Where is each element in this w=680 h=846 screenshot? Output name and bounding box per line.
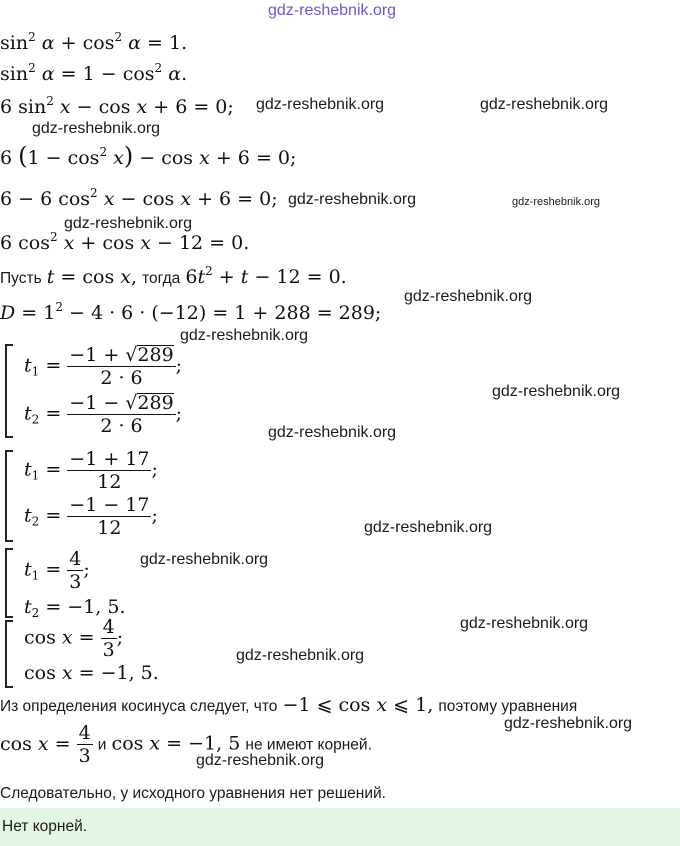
cos-range: −1 ⩽ cos x ⩽ 1, <box>282 694 434 716</box>
let-prefix: Пусть <box>0 270 42 287</box>
watermark: gdz-reshebnik.org <box>268 424 397 441</box>
watermark: gdz-reshebnik.org <box>512 196 601 208</box>
watermark: gdz-reshebnik.org <box>180 327 309 344</box>
watermark: gdz-reshebnik.org <box>480 96 609 113</box>
watermark: gdz-reshebnik.org <box>236 647 365 664</box>
watermark: gdz-reshebnik.org <box>460 615 589 632</box>
watermark: gdz-reshebnik.org <box>492 383 621 400</box>
answer-box <box>0 808 680 846</box>
system-bracket <box>5 344 13 438</box>
line-let: Пусть t = cos x, тогда $6t^2 + t - 12 = 0$. <box>0 264 347 288</box>
cos-value-1: cos x = $\frac{4}{3}$ ; <box>24 616 124 661</box>
conclusion-line-1 <box>0 694 577 716</box>
watermark: gdz-reshebnik.org <box>140 551 269 568</box>
root-t1-final: $t_1$ = $\frac{4}{3}$ ; <box>24 548 90 593</box>
root-t1-value: $t_1$ = $\frac{-1 + 17}{12}$ ; <box>24 448 158 493</box>
system-bracket <box>5 548 13 618</box>
answer-text: Нет корней. <box>2 818 88 835</box>
watermark: gdz-reshebnik.org <box>404 288 533 305</box>
root-t2-formula: $t_2$ = $\frac{-1 - √289}{2 \cdot 6}$ ; <box>24 392 183 437</box>
line-sin-expr: $\sin^2 \alpha = 1 - \cos^2 \alpha$. <box>0 61 188 85</box>
conclusion-text: не имеют корней. <box>245 736 372 754</box>
conclusion-line-3: Следовательно, у исходного уравнения нет решений. <box>0 785 386 802</box>
line-discriminant: $D = 1^2 - 4 \cdot 6 \cdot (-12) = 1 + 288 = 289$; <box>0 300 382 324</box>
conclusion-line-2: cos x = $\frac{4}{3}$ и cos x = −1, 5 не имеют корней. <box>0 722 372 767</box>
conclusion-and: и <box>97 736 107 754</box>
root-t1-formula: $t_1$ = $\frac{-1 + √289}{2 \cdot 6}$ ; <box>24 344 183 389</box>
root-t2-final: $t_2 = -1$, 5. <box>24 596 126 620</box>
watermark: gdz-reshebnik.org <box>256 96 385 113</box>
system-bracket <box>5 450 13 542</box>
watermark: gdz-reshebnik.org <box>32 120 161 137</box>
line-expand: 6 − 6 $\cos^2 x - \cos x + 6 = 0$; <box>0 186 278 210</box>
line-substitution: 6 $(1 - \cos^2 x) - \cos x + 6 = 0$; <box>0 142 297 170</box>
cos-value-2: cos x = −1, 5. <box>24 662 159 684</box>
line-quadratic: 6 $\cos^2 x + \cos x - 12 = 0$. <box>0 230 250 254</box>
root-t2-value: $t_2$ = $\frac{-1 - 17}{12}$ ; <box>24 494 158 539</box>
watermark: gdz-reshebnik.org <box>288 191 417 208</box>
conclusion-text: поэтому уравнения <box>438 698 578 715</box>
watermark: gdz-reshebnik.org <box>196 752 325 769</box>
watermark-top: gdz-reshebnik.org <box>268 2 397 19</box>
watermark: gdz-reshebnik.org <box>64 215 193 232</box>
watermark: gdz-reshebnik.org <box>364 519 493 536</box>
watermark: gdz-reshebnik.org <box>504 715 633 732</box>
system-bracket <box>5 620 13 688</box>
line-identity: $\sin^2 \alpha + \cos^2 \alpha = 1$. <box>0 30 188 54</box>
conclusion-text: Из определения косинуса следует, что <box>0 698 278 715</box>
line-equation: 6 $\sin^2 x - \cos x + 6 = 0$; <box>0 94 234 118</box>
let-then: тогда <box>142 270 181 287</box>
